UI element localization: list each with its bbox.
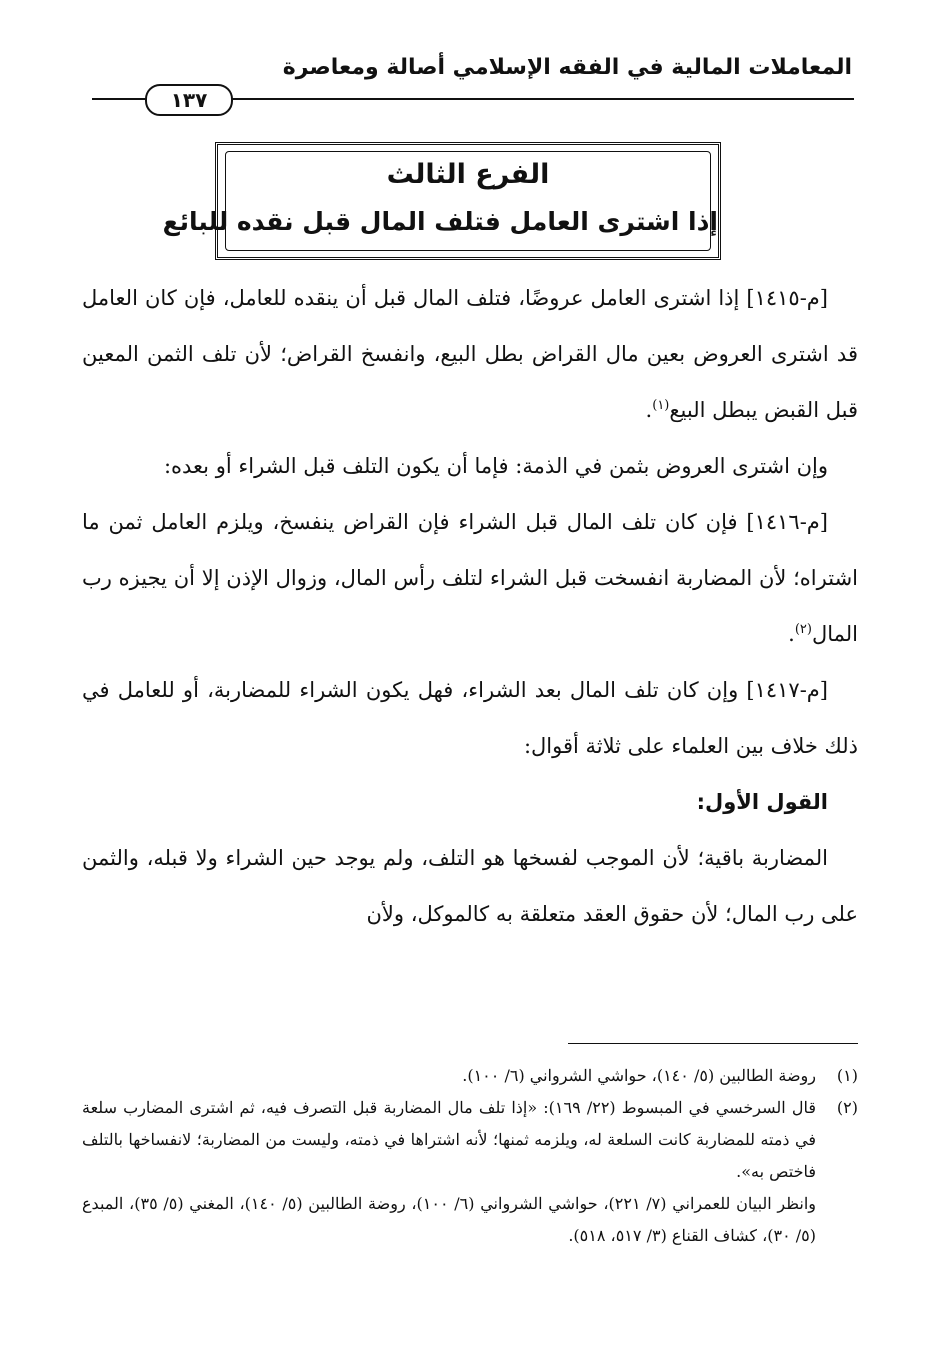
paragraph-first-opinion: المضاربة باقية؛ لأن الموجب لفسخها هو التلف، ولم يوجد حين الشراء ولا قبله، والثمن على رب المال؛ لأن حقوق العقد متعلقة به كالموكل، ولأن xyxy=(82,846,858,926)
paragraph-end: . xyxy=(788,622,795,646)
section-title: الفرع الثالث xyxy=(386,159,550,190)
page-number: ١٣٧ xyxy=(145,84,233,116)
footnote-ref-2: (٢) xyxy=(794,622,812,637)
footnote-text: روضة الطالبين (٥/ ١٤٠)، حواشي الشرواني (٦/ ١٠٠). xyxy=(462,1066,816,1085)
footnote-text-continued: وانظر البيان للعمراني (٧/ ٢٢١)، حواشي الشرواني (٦/ ١٠٠)، روضة الطالبين (٥/ ١٤٠)، المغني (٥/ ٣٥)، المبدع (٥/ ٣٠)، كشاف القناع (٣/ ٥١٧، ٥١٨). xyxy=(82,1194,816,1245)
paragraph-text: [م-١٤١٥] إذا اشترى العامل عروضًا، فتلف المال قبل أن ينقده للعامل، فإن كان العامل قد اشترى العروض بعين مال القراض بطل البيع، وانفسخ القراض؛ لأن تلف الثمن المعين قبل القبض يبطل البيع xyxy=(82,286,858,422)
footnote-2 xyxy=(82,1092,858,1252)
footnote-ref-1: (١) xyxy=(652,398,670,413)
paragraph-1415 xyxy=(82,270,858,438)
footnote-separator xyxy=(568,1043,858,1044)
paragraph-1416 xyxy=(82,494,858,662)
paragraph-text: [م-١٤١٦] فإن كان تلف المال قبل الشراء فإن القراض ينفسخ، ويلزم العامل ثمن ما اشتراه؛ لأن المضاربة انفسخت قبل الشراء لتلف رأس المال، وزوال الإذن إلا أن يجيزه رب المال xyxy=(82,510,858,646)
footnotes xyxy=(82,1060,858,1252)
main-text xyxy=(82,270,858,942)
section-subtitle: إذا اشترى العامل فتلف المال قبل نقده للبائع xyxy=(162,207,718,236)
running-title: المعاملات المالية في الفقه الإسلامي أصالة ومعاصرة xyxy=(282,55,852,80)
footnote-body xyxy=(82,1092,816,1252)
section-title-box xyxy=(162,142,721,260)
paragraph-purchase-in-liability: وإن اشترى العروض بثمن في الذمة: فإما أن يكون التلف قبل الشراء أو بعده: xyxy=(163,454,828,478)
footnote-number: (٢) xyxy=(836,1098,858,1117)
footnote-text: قال السرخسي في المبسوط (٢٢/ ١٦٩): «إذا تلف مال المضاربة قبل التصرف فيه، ثم اشترى المضارب سلعة في ذمته للمضاربة كانت السلعة له، ويلزمه ثمنها؛ لأنه اشتراها في ذمته، وليست من المضاربة؛ لانفساخها بالتلف فاختص به». xyxy=(82,1098,816,1181)
footnote-number: (١) xyxy=(836,1066,858,1085)
paragraph-1417: [م-١٤١٧] وإن كان تلف المال بعد الشراء، فهل يكون الشراء للمضاربة، أو للعامل في ذلك خلاف بين العلماء على ثلاثة أقوال: xyxy=(82,678,858,758)
footnote-1 xyxy=(82,1060,858,1092)
first-opinion-heading: القول الأول: xyxy=(696,790,828,814)
paragraph-end: . xyxy=(645,398,653,422)
